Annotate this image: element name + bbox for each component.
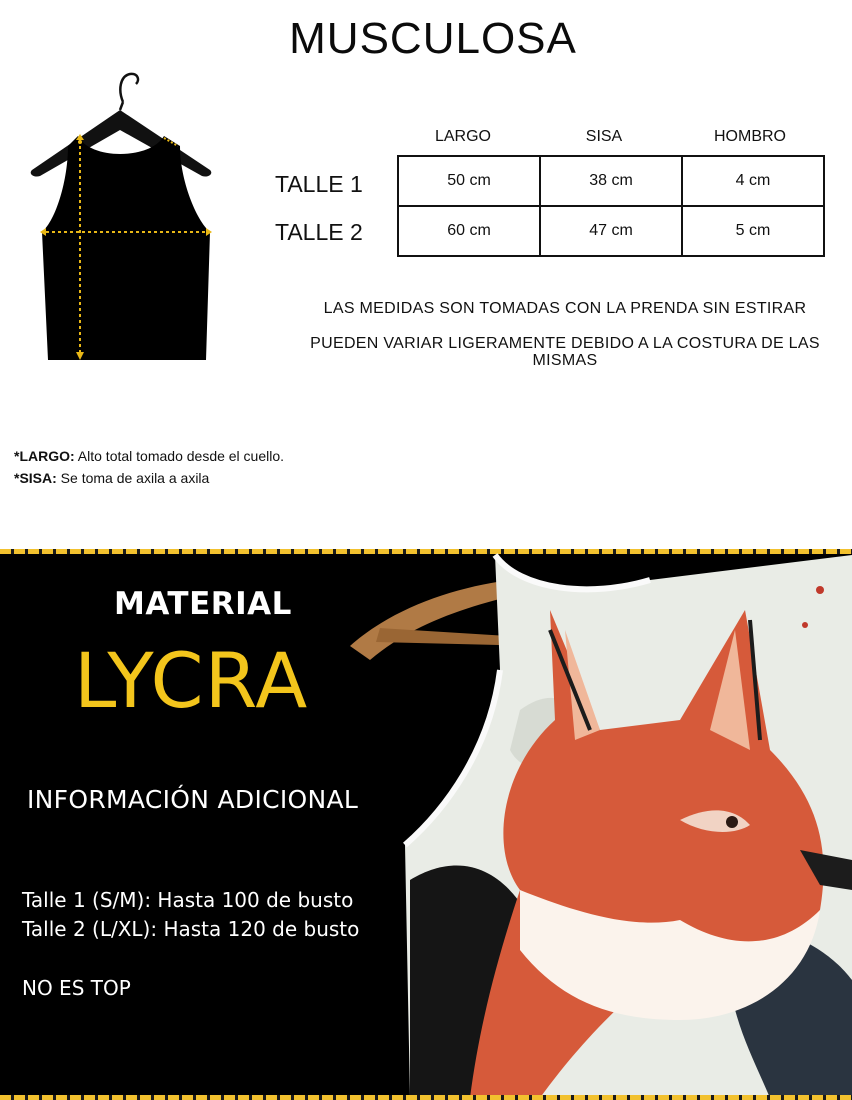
- definition-text: Se toma de axila a axila: [56, 470, 210, 486]
- definition-largo: [14, 445, 284, 467]
- definitions: [14, 445, 284, 489]
- table-cell: 47 cm: [540, 206, 682, 256]
- size-info-talle-1: Talle 1 (S/M): Hasta 100 de busto: [22, 888, 354, 912]
- measurement-note: LAS MEDIDAS SON TOMADAS CON LA PRENDA SIN ESTIRAR: [323, 300, 807, 317]
- definition-text: Alto total tomado desde el cuello.: [74, 448, 285, 464]
- table-row: [398, 156, 824, 206]
- table-cell: 60 cm: [398, 206, 540, 256]
- row-label-talle-1: TALLE 1: [275, 171, 363, 197]
- material-label: MATERIAL: [114, 586, 292, 622]
- table-row: [398, 206, 824, 256]
- column-header-sisa: SISA: [585, 128, 623, 145]
- tank-top-on-hanger-icon: [20, 70, 232, 366]
- table-cell: 50 cm: [398, 156, 540, 206]
- column-header-hombro: HOMBRO: [714, 128, 786, 145]
- additional-info-title: INFORMACIÓN ADICIONAL: [27, 785, 359, 814]
- column-header-largo: LARGO: [434, 128, 491, 145]
- dashed-divider-bottom: [0, 1095, 852, 1100]
- row-label-talle-2: TALLE 2: [275, 219, 363, 245]
- table-cell: 5 cm: [682, 206, 824, 256]
- material-value: LYCRA: [74, 636, 309, 725]
- definition-sisa: [14, 467, 284, 489]
- variation-note: PUEDEN VARIAR LIGERAMENTE DEBIDO A LA COSTURA DE LAS MISMAS: [310, 335, 820, 369]
- definition-term: *LARGO:: [14, 448, 75, 464]
- table-cell: 4 cm: [682, 156, 824, 206]
- size-info-talle-2: Talle 2 (L/XL): Hasta 120 de busto: [22, 917, 360, 941]
- definition-term: *SISA:: [14, 470, 57, 486]
- size-table: [397, 155, 825, 257]
- no-es-top-note: NO ES TOP: [22, 976, 131, 1000]
- fox-print-tank-top-photo: [350, 550, 852, 1098]
- page-title: MUSCULOSA: [289, 14, 577, 63]
- table-cell: 38 cm: [540, 156, 682, 206]
